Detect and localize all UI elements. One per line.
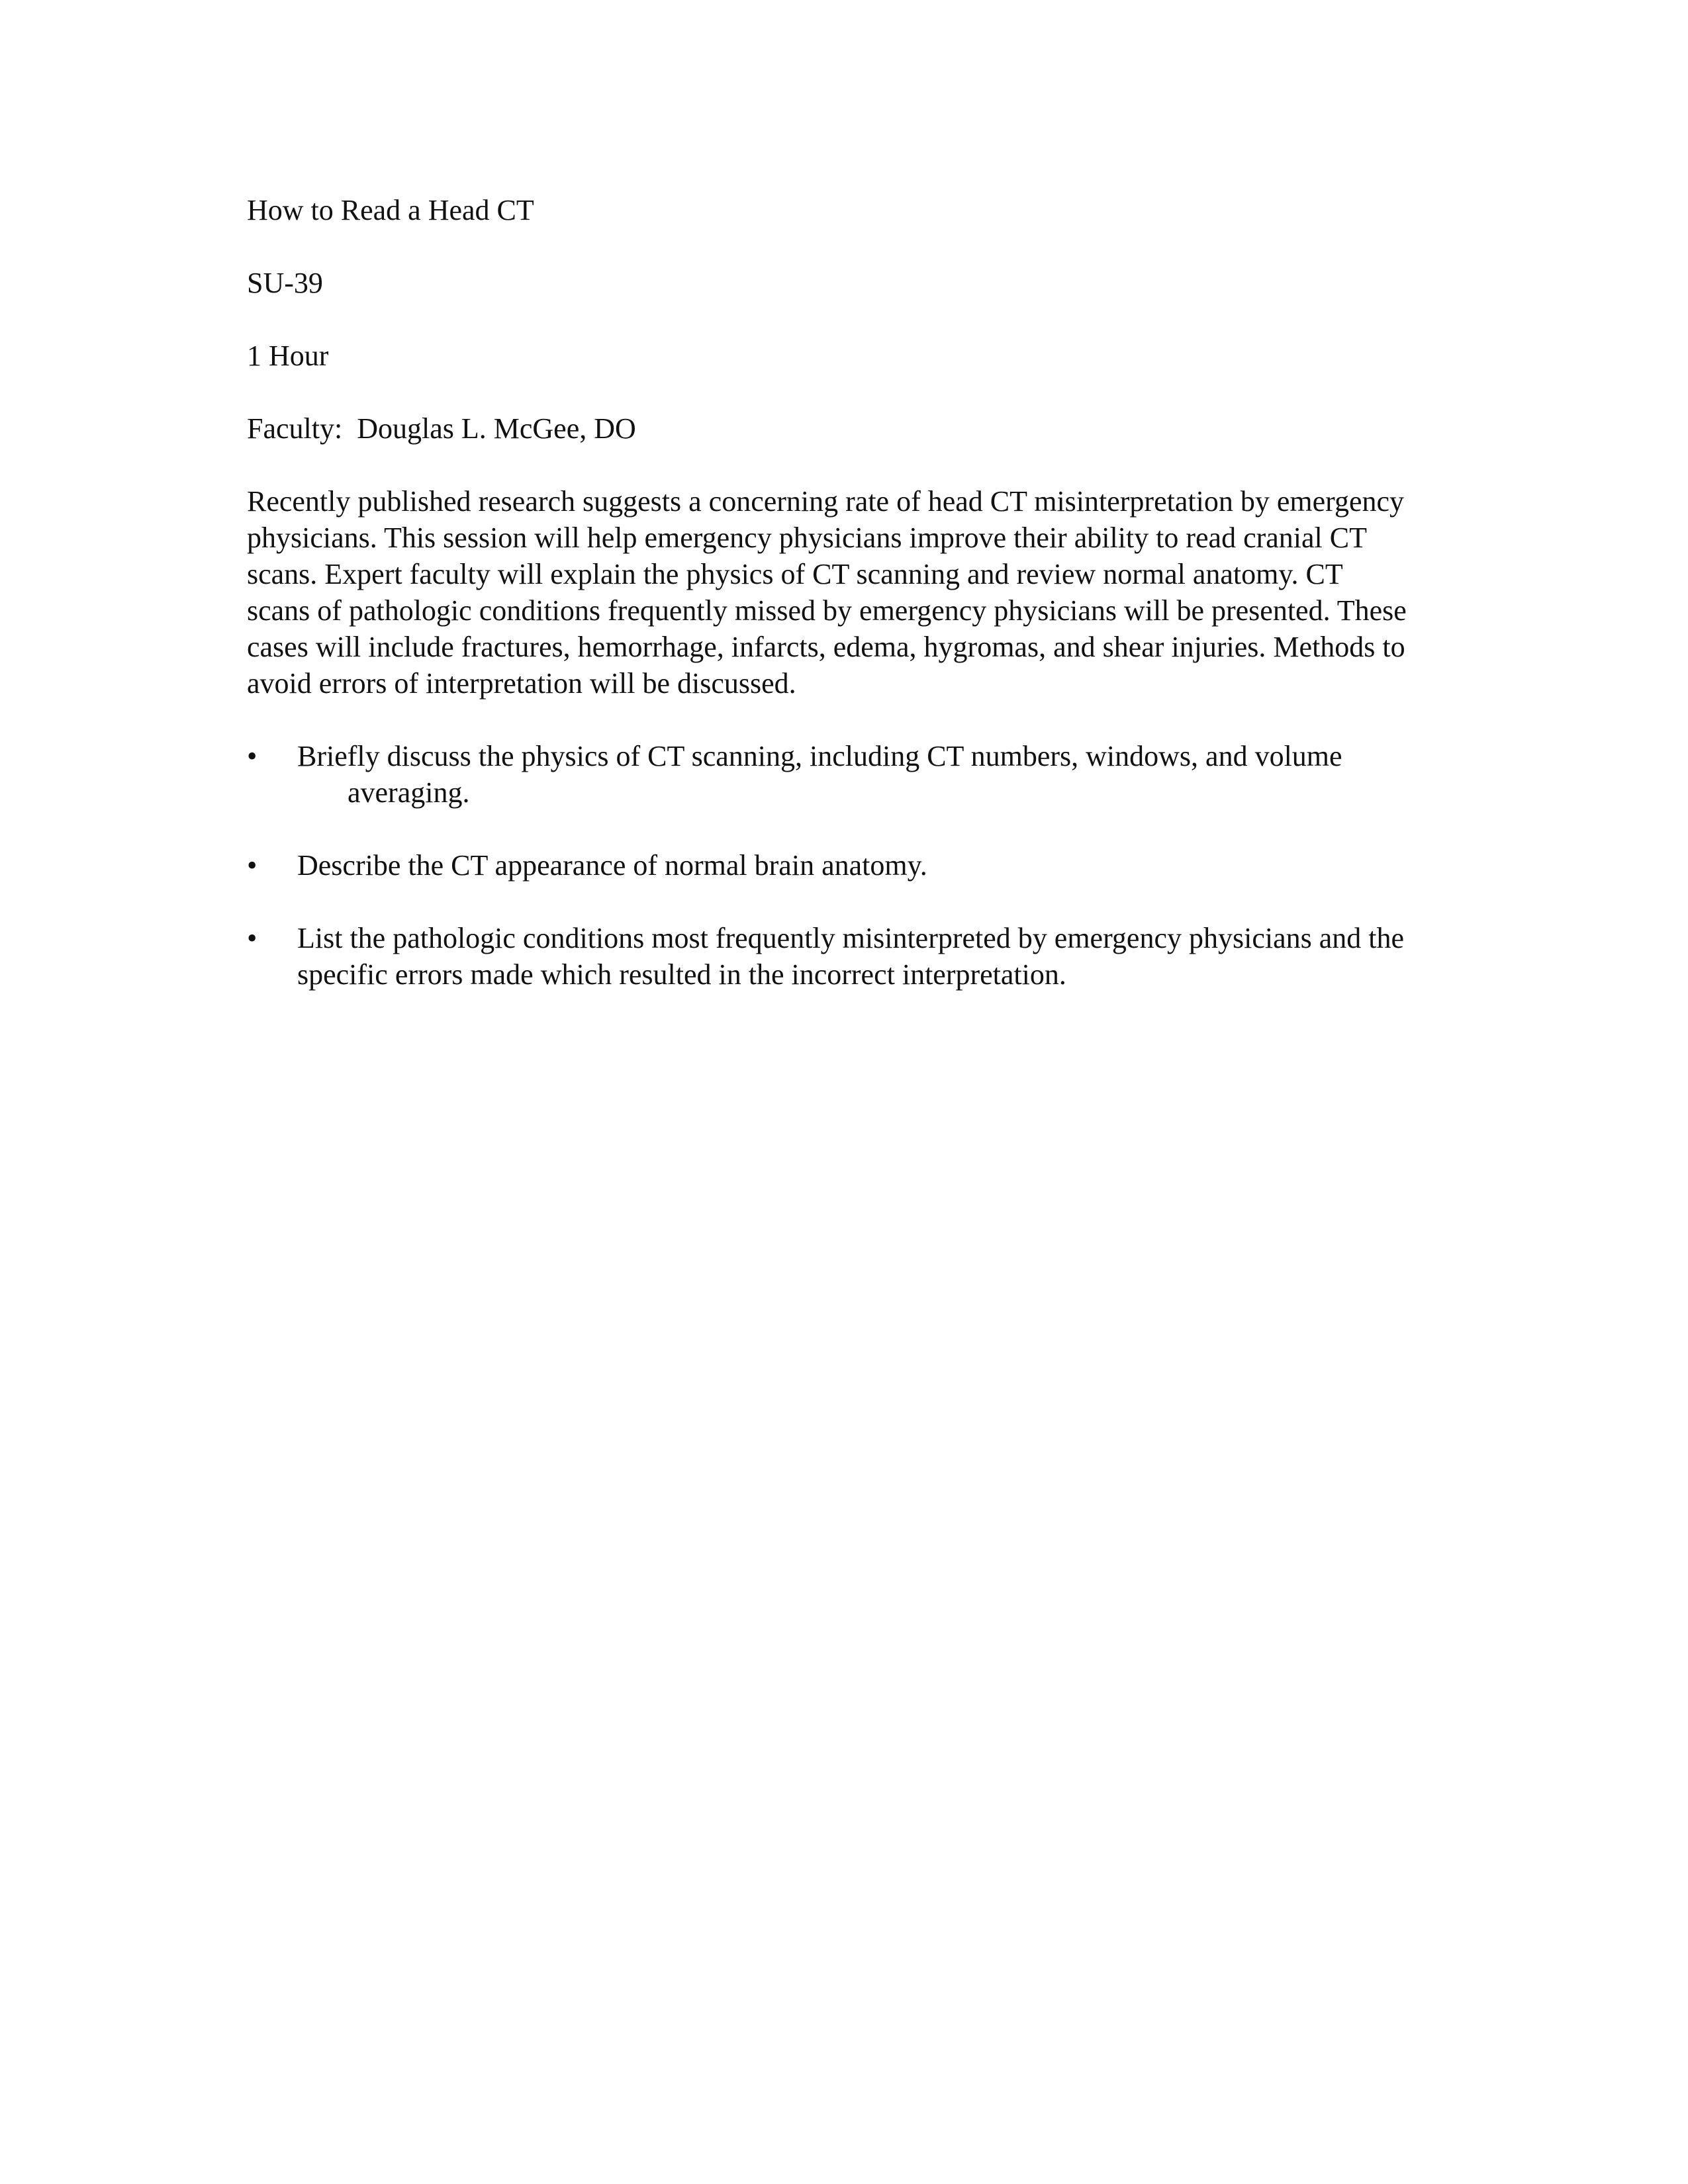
objective-text: Briefly discuss the physics of CT scanning, including CT numbers, windows, and volume [297, 740, 1342, 772]
description-line: avoid errors of interpretation will be discussed. [247, 667, 796, 700]
description-line: cases will include fractures, hemorrhage, infarcts, edema, hygromas, and shear injuries. Methods to [247, 631, 1405, 663]
description-line: Recently published research suggests a concerning rate of head CT misinterpretation by emergency [247, 485, 1405, 518]
description-line: scans. Expert faculty will explain the physics of CT scanning and review normal anatomy. CT [247, 558, 1343, 590]
objective-item [247, 847, 1452, 884]
objective-text-continued: specific errors made which resulted in the incorrect interpretation. [297, 958, 1066, 991]
objective-item [247, 920, 1452, 993]
bullet-icon: • [247, 740, 258, 772]
bullet-icon: • [247, 849, 258, 882]
objective-text: List the pathologic conditions most frequently misinterpreted by emergency physicians and the [297, 922, 1405, 954]
description-line: physicians. This session will help emergency physicians improve their ability to read cranial CT [247, 522, 1368, 554]
objective-text: Describe the CT appearance of normal brain anatomy. [297, 849, 927, 882]
objective-item [247, 738, 1452, 811]
bullet-icon: • [247, 922, 258, 954]
session-duration: 1 Hour [247, 340, 329, 372]
session-code: SU-39 [247, 267, 323, 299]
document-page [247, 192, 1452, 1029]
objectives-list [247, 738, 1452, 993]
faculty-name: Douglas L. McGee, DO [357, 412, 636, 445]
document-title: How to Read a Head CT [247, 194, 534, 226]
objective-text-continued: averaging. [348, 776, 470, 809]
faculty-line [247, 410, 1452, 447]
session-description [247, 483, 1445, 702]
faculty-label: Faculty: [247, 412, 343, 445]
description-line: scans of pathologic conditions frequently missed by emergency physicians will be presented. These [247, 594, 1407, 627]
